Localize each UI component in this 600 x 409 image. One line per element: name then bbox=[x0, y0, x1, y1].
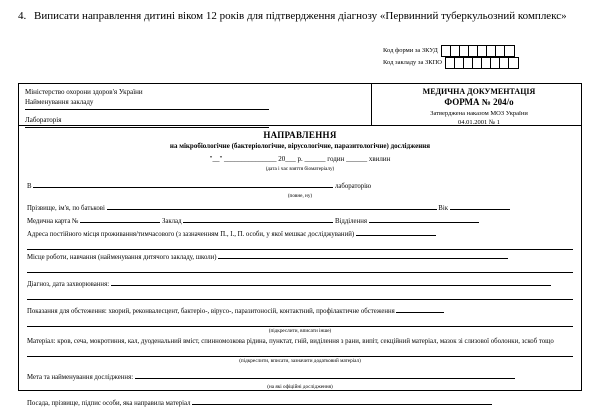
code-cell[interactable] bbox=[509, 58, 518, 68]
field-fullname bbox=[27, 202, 573, 214]
field-note-material: (підкреслити, вписати, зазначити додатковий матеріал) bbox=[239, 358, 361, 364]
field-note-lab: (повне, ну) bbox=[287, 193, 313, 199]
form-header bbox=[19, 84, 581, 126]
code-cell[interactable] bbox=[446, 58, 455, 68]
task-number: 4. bbox=[18, 10, 27, 22]
field-material-line1 bbox=[27, 337, 573, 347]
field-input-age[interactable] bbox=[450, 202, 510, 210]
field-note-purpose: (на які офіційні дослідження) bbox=[267, 384, 333, 390]
code-cells-zkud[interactable] bbox=[441, 45, 515, 57]
field-input-fullname[interactable] bbox=[107, 202, 437, 210]
code-cell[interactable] bbox=[473, 58, 482, 68]
form-header-right bbox=[379, 87, 579, 127]
field-label: Місце роботи, навчання (найменування дитячого закладу, школи) bbox=[27, 254, 217, 261]
code-cell[interactable] bbox=[451, 46, 460, 56]
approved-label: Затверджена наказом МОЗ України bbox=[430, 110, 528, 117]
field-indications-line2[interactable] bbox=[27, 318, 573, 327]
code-label-zkud: Код форми за ЗКУД bbox=[383, 47, 438, 54]
institution-fill-line[interactable] bbox=[25, 108, 269, 110]
code-cell[interactable] bbox=[496, 46, 505, 56]
field-input-purpose[interactable] bbox=[135, 371, 515, 379]
task-paragraph bbox=[18, 8, 584, 24]
field-diagnosis bbox=[27, 278, 573, 290]
code-label-zkpo: Код закладу за ЗКПО bbox=[383, 59, 442, 66]
code-row-zkud bbox=[383, 45, 579, 56]
field-label: Показання для обстеження: хворий, реконвалесцент, бактеріо-, вірусо-, паразитоносій, контактний, профілактичне обстеження bbox=[27, 308, 395, 315]
field-workplace bbox=[27, 251, 573, 263]
field-input-facility[interactable] bbox=[183, 215, 333, 223]
field-lab-destination bbox=[27, 180, 573, 192]
date-time-line[interactable]: "__" _______________ 20___ р. ______ годин ______ хвилин bbox=[209, 155, 391, 163]
field-label: Мета та найменування дослідження: bbox=[27, 374, 134, 381]
field-mid: Заклад bbox=[161, 218, 182, 225]
lab-fill-line[interactable] bbox=[25, 126, 269, 128]
field-input-address[interactable] bbox=[356, 228, 436, 236]
field-purpose bbox=[27, 371, 573, 383]
form-title-block bbox=[19, 131, 581, 174]
field-input-indications[interactable] bbox=[396, 305, 444, 313]
field-tail: Відділення bbox=[334, 218, 367, 225]
code-cells-zkpo[interactable] bbox=[445, 57, 519, 69]
lab-label: Лабораторія bbox=[25, 116, 62, 124]
field-label: Матеріал: кров, сеча, мокротиння, кал, дуоденальний вміст, спинномозкова рідина, пунктат, гній, виділення з рани, випіт, секційний матеріал, мазок зі слизової оболонки, зскоб тощо bbox=[27, 338, 554, 345]
code-cell[interactable] bbox=[464, 58, 473, 68]
field-note-indications: (підкреслити, вписати інше) bbox=[268, 328, 332, 334]
field-workplace-line2[interactable] bbox=[27, 264, 573, 273]
code-cell[interactable] bbox=[487, 46, 496, 56]
code-cell[interactable] bbox=[478, 46, 487, 56]
field-input-workplace[interactable] bbox=[218, 251, 508, 259]
field-address-line2[interactable] bbox=[27, 241, 573, 250]
code-cell[interactable] bbox=[491, 58, 500, 68]
referral-form bbox=[18, 83, 582, 407]
institution-label: Найменування закладу bbox=[25, 98, 94, 106]
field-indications bbox=[27, 305, 573, 317]
header-divider bbox=[371, 84, 372, 126]
approved-date-label: 04.01.2001 № 1 bbox=[458, 119, 500, 126]
field-label: Адреса постійного місця проживання/тимчасового (з зазначенням П., І., П. особи, у якої мешкає досліджуваний) bbox=[27, 231, 355, 238]
field-input-lab[interactable] bbox=[33, 180, 333, 188]
field-address bbox=[27, 228, 573, 240]
ministry-label: Міністерство охорони здоров'я України bbox=[25, 88, 143, 96]
code-cell[interactable] bbox=[455, 58, 464, 68]
field-tail: лабораторію bbox=[334, 183, 372, 190]
field-label: Посада, прізвище, підпис особи, яка направила матеріал bbox=[27, 400, 191, 407]
form-fields bbox=[19, 180, 581, 409]
field-input-diagnosis[interactable] bbox=[111, 278, 551, 286]
form-subtitle: на мікробіологічне (бактеріологічне, вірусологічне, паразитологічне) дослідження bbox=[169, 142, 431, 150]
field-material-line2[interactable] bbox=[27, 348, 573, 357]
form-number-label: ФОРМА № 204/о bbox=[444, 97, 514, 107]
field-signature bbox=[27, 397, 573, 409]
field-label: Прізвище, ім'я, по батькові bbox=[27, 205, 105, 212]
code-cell[interactable] bbox=[505, 46, 514, 56]
code-cell[interactable] bbox=[442, 46, 451, 56]
field-input-department[interactable] bbox=[369, 215, 479, 223]
field-medical-card bbox=[27, 215, 573, 227]
task-text: Виписати направлення дитині віком 12 років для підтвердження діагнозу «Первинний туберкульозний комплекс» bbox=[34, 10, 567, 22]
field-tail: Вік bbox=[438, 205, 449, 212]
field-label: Діагноз, дата захворювання: bbox=[27, 281, 110, 288]
doc-type-label: МЕДИЧНА ДОКУМЕНТАЦІЯ bbox=[422, 87, 536, 96]
form-header-left bbox=[25, 88, 275, 128]
code-cell[interactable] bbox=[460, 46, 469, 56]
form-title: НАПРАВЛЕННЯ bbox=[263, 130, 337, 140]
code-cell[interactable] bbox=[500, 58, 509, 68]
field-input-card-no[interactable] bbox=[80, 215, 160, 223]
code-boxes bbox=[383, 45, 579, 69]
code-cell[interactable] bbox=[482, 58, 491, 68]
code-row-zkpo bbox=[383, 57, 579, 68]
date-time-note: (дата і час взяття біоматеріалу) bbox=[265, 166, 335, 172]
code-cell[interactable] bbox=[469, 46, 478, 56]
field-label: Медична карта № bbox=[27, 218, 79, 225]
field-diagnosis-line2[interactable] bbox=[27, 291, 573, 300]
field-label: В bbox=[27, 183, 32, 190]
